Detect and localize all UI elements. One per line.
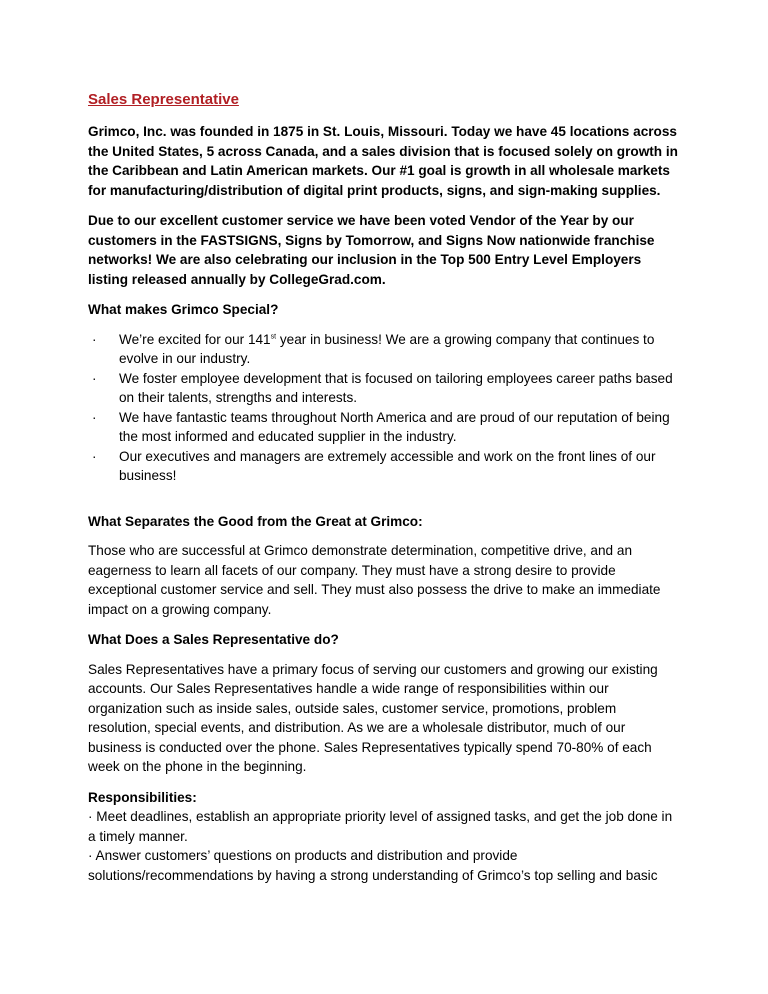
good-great-paragraph: Those who are successful at Grimco demonstrate determination, competitive drive, and an eagerness to learn all facets of our company. They must have a strong desire to provide exceptional customer service and sell. They must also possess the drive to make an immediate impact on a growing company. xyxy=(88,543,661,617)
special-bullet-4 xyxy=(88,447,680,486)
responsibilities-heading: Responsibilities: xyxy=(88,789,197,805)
ordinal-suffix: st xyxy=(270,332,277,340)
special-bullet-list xyxy=(88,330,680,486)
bullet-text: Our executives and managers are extremely accessible and work on the front lines of our business! xyxy=(119,448,656,483)
special-heading: What makes Grimco Special? xyxy=(88,302,279,317)
role-heading: What Does a Sales Representative do? xyxy=(88,632,339,647)
responsibility-item-2: · Answer customers’ questions on products and distribution and provide solutions/recommendations by having a strong understanding of Grimco’s top selling and basic xyxy=(88,848,658,883)
special-bullet-1 xyxy=(88,330,680,369)
intro-paragraph-1: Grimco, Inc. was founded in 1875 in St. Louis, Missouri. Today we have 45 locations across the United States, 5 across Canada, and a sales division that is focused solely on growth in the Caribbean and Latin American markets. Our #1 goal is growth in all wholesale markets for manufacturing/distribution of digital print products, signs, and sign-making supplies. xyxy=(88,124,678,198)
good-great-heading: What Separates the Good from the Great at Grimco: xyxy=(88,513,423,529)
bullet-text: We have fantastic teams throughout North America and are proud of our reputation of being the most informed and educated supplier in the industry. xyxy=(119,409,670,444)
role-paragraph: Sales Representatives have a primary focus of serving our customers and growing our existing accounts. Our Sales Representatives handle a wide range of responsibilities within our organization such as inside sales, outside sales, customer service, promotions, problem resolution, special events, and distribution. As we are a wholesale distributor, much of our business is conducted over the phone. Sales Representatives typically spend 70-80% of each week on the phone in the beginning. xyxy=(88,661,658,774)
intro-paragraph-2: Due to our excellent customer service we have been voted Vendor of the Year by our customers in the FASTSIGNS, Signs by Tomorrow, and Signs Now nationwide franchise networks! We are also celebrating our inclusion in the Top 500 Entry Level Employers listing released annually by CollegeGrad.com. xyxy=(88,213,655,287)
responsibility-item-1: · Meet deadlines, establish an appropriate priority level of assigned tasks, and get the job done in a timely manner. xyxy=(88,809,673,844)
bullet-dot-icon: · xyxy=(92,448,97,464)
bullet-text-start: We’re excited for our 141 xyxy=(119,331,271,347)
bullet-dot-icon: · xyxy=(92,409,97,425)
bullet-dot-icon: · xyxy=(92,331,97,347)
special-bullet-2 xyxy=(88,369,680,408)
bullet-dot-icon: · xyxy=(92,370,97,386)
bullet-text-end: year in business! We are a growing company that continues to evolve in our industry. xyxy=(119,331,655,366)
special-bullet-3 xyxy=(88,408,680,447)
bullet-text: We foster employee development that is focused on tailoring employees career paths based on their talents, strengths and interests. xyxy=(119,370,673,405)
document-title: Sales Representative xyxy=(88,91,239,108)
